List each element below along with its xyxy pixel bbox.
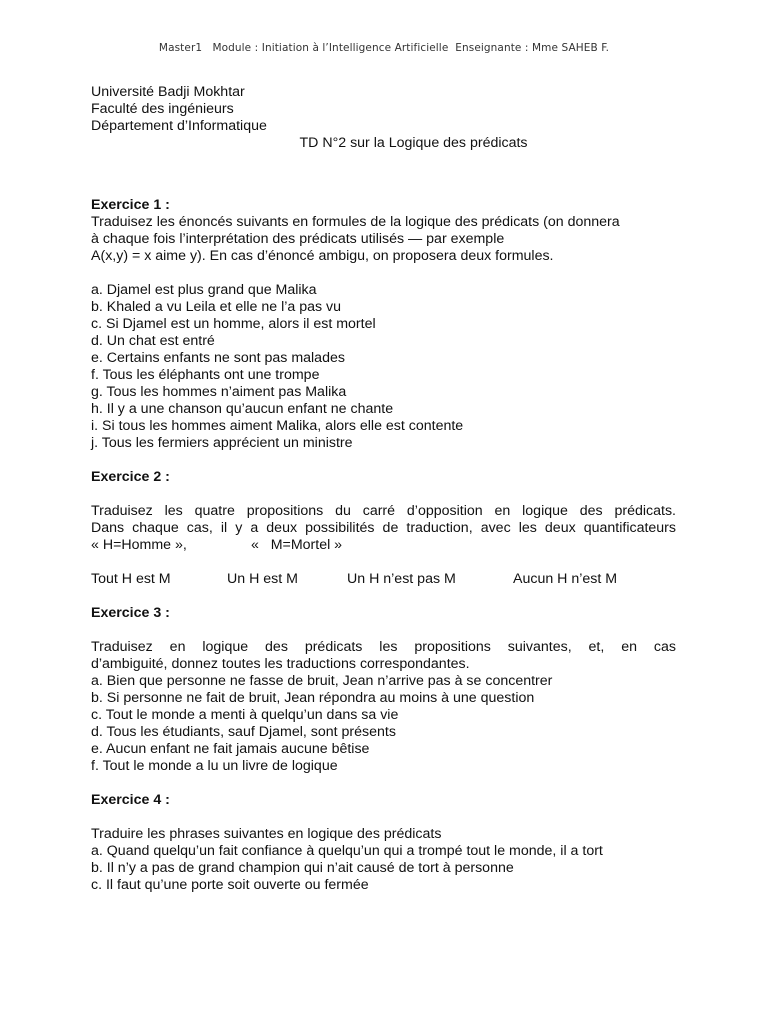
exercise-2-intro-line: Traduisez les quatre propositions du carré d’opposition en logique des prédicats. <box>91 503 676 519</box>
legend-mortel: « M=Mortel » <box>251 537 343 553</box>
exercise-2-heading: Exercice 2 : <box>91 469 170 485</box>
list-item: j. Tous les fermiers apprécient un ministre <box>91 435 353 451</box>
list-item: d. Tous les étudiants, sauf Djamel, sont présents <box>91 724 396 740</box>
list-item: b. Si personne ne fait de bruit, Jean répondra au moins à une question <box>91 690 535 706</box>
document-body <box>91 84 676 894</box>
exercise-1-intro-line: A(x,y) = x aime y). En cas d’énoncé ambigu, on proposera deux formules. <box>91 248 554 264</box>
exercise-2 <box>91 469 676 588</box>
exercise-3 <box>91 605 676 775</box>
list-item: a. Bien que personne ne fasse de bruit, Jean n’arrive pas à se concentrer <box>91 673 553 689</box>
institution-block <box>91 84 676 152</box>
list-item: d. Un chat est entré <box>91 333 215 349</box>
list-item: g. Tous les hommes n’aiment pas Malika <box>91 384 347 400</box>
list-item: e. Aucun enfant ne fait jamais aucune bêtise <box>91 741 370 757</box>
list-item: c. Si Djamel est un homme, alors il est mortel <box>91 316 376 332</box>
exercise-1-heading: Exercice 1 : <box>91 197 170 213</box>
list-item: f. Tous les éléphants ont une trompe <box>91 367 320 383</box>
exercise-4-heading: Exercice 4 : <box>91 792 170 808</box>
exercise-2-intro-line: Dans chaque cas, il y a deux possibilités de traduction, avec les deux quantificateurs <box>91 520 676 536</box>
exercise-3-intro-line: d’ambiguité, donnez toutes les traductions correspondantes. <box>91 656 470 672</box>
page-header: Master1 Module : Initiation à l’Intelligence Artificielle Enseignante : Mme SAHEB F. <box>158 42 610 54</box>
university-name: Université Badji Mokhtar <box>91 84 245 100</box>
list-item: f. Tout le monde a lu un livre de logique <box>91 758 338 774</box>
list-item: e. Certains enfants ne sont pas malades <box>91 350 345 366</box>
exercise-1-intro-line: à chaque fois l’interprétation des prédicats utilisés — par exemple <box>91 231 505 247</box>
list-item: h. Il y a une chanson qu’aucun enfant ne chante <box>91 401 394 417</box>
list-item: a. Djamel est plus grand que Malika <box>91 282 317 298</box>
proposition-a: Tout H est M <box>91 571 171 587</box>
department-name: Département d’Informatique <box>91 118 267 134</box>
exercise-4-intro: Traduire les phrases suivantes en logique des prédicats <box>91 826 442 842</box>
quantifier-legend <box>91 537 676 554</box>
legend-homme: « H=Homme », <box>91 537 187 553</box>
list-item: b. Il n’y a pas de grand champion qui n’ait causé de tort à personne <box>91 860 514 876</box>
proposition-i: Un H est M <box>227 571 298 587</box>
exercise-1-intro-line: Traduisez les énoncés suivants en formules de la logique des prédicats (on donnera <box>91 214 620 230</box>
proposition-o: Un H n’est pas M <box>347 571 456 587</box>
exercise-3-heading: Exercice 3 : <box>91 605 170 621</box>
exercise-1 <box>91 197 676 452</box>
document-title: TD N°2 sur la Logique des prédicats <box>299 135 528 151</box>
list-item: i. Si tous les hommes aiment Malika, alors elle est contente <box>91 418 464 434</box>
opposition-propositions <box>91 571 676 588</box>
exercise-4 <box>91 792 676 894</box>
exercise-3-intro-line: Traduisez en logique des prédicats les propositions suivantes, et, en cas <box>91 639 676 655</box>
list-item: b. Khaled a vu Leila et elle ne l’a pas vu <box>91 299 342 315</box>
list-item: a. Quand quelqu’un fait confiance à quelqu’un qui a trompé tout le monde, il a tort <box>91 843 603 859</box>
list-item: c. Tout le monde a menti à quelqu’un dans sa vie <box>91 707 399 723</box>
faculty-name: Faculté des ingénieurs <box>91 101 234 117</box>
list-item: c. Il faut qu’une porte soit ouverte ou fermée <box>91 877 369 893</box>
proposition-e: Aucun H n’est M <box>513 571 618 587</box>
